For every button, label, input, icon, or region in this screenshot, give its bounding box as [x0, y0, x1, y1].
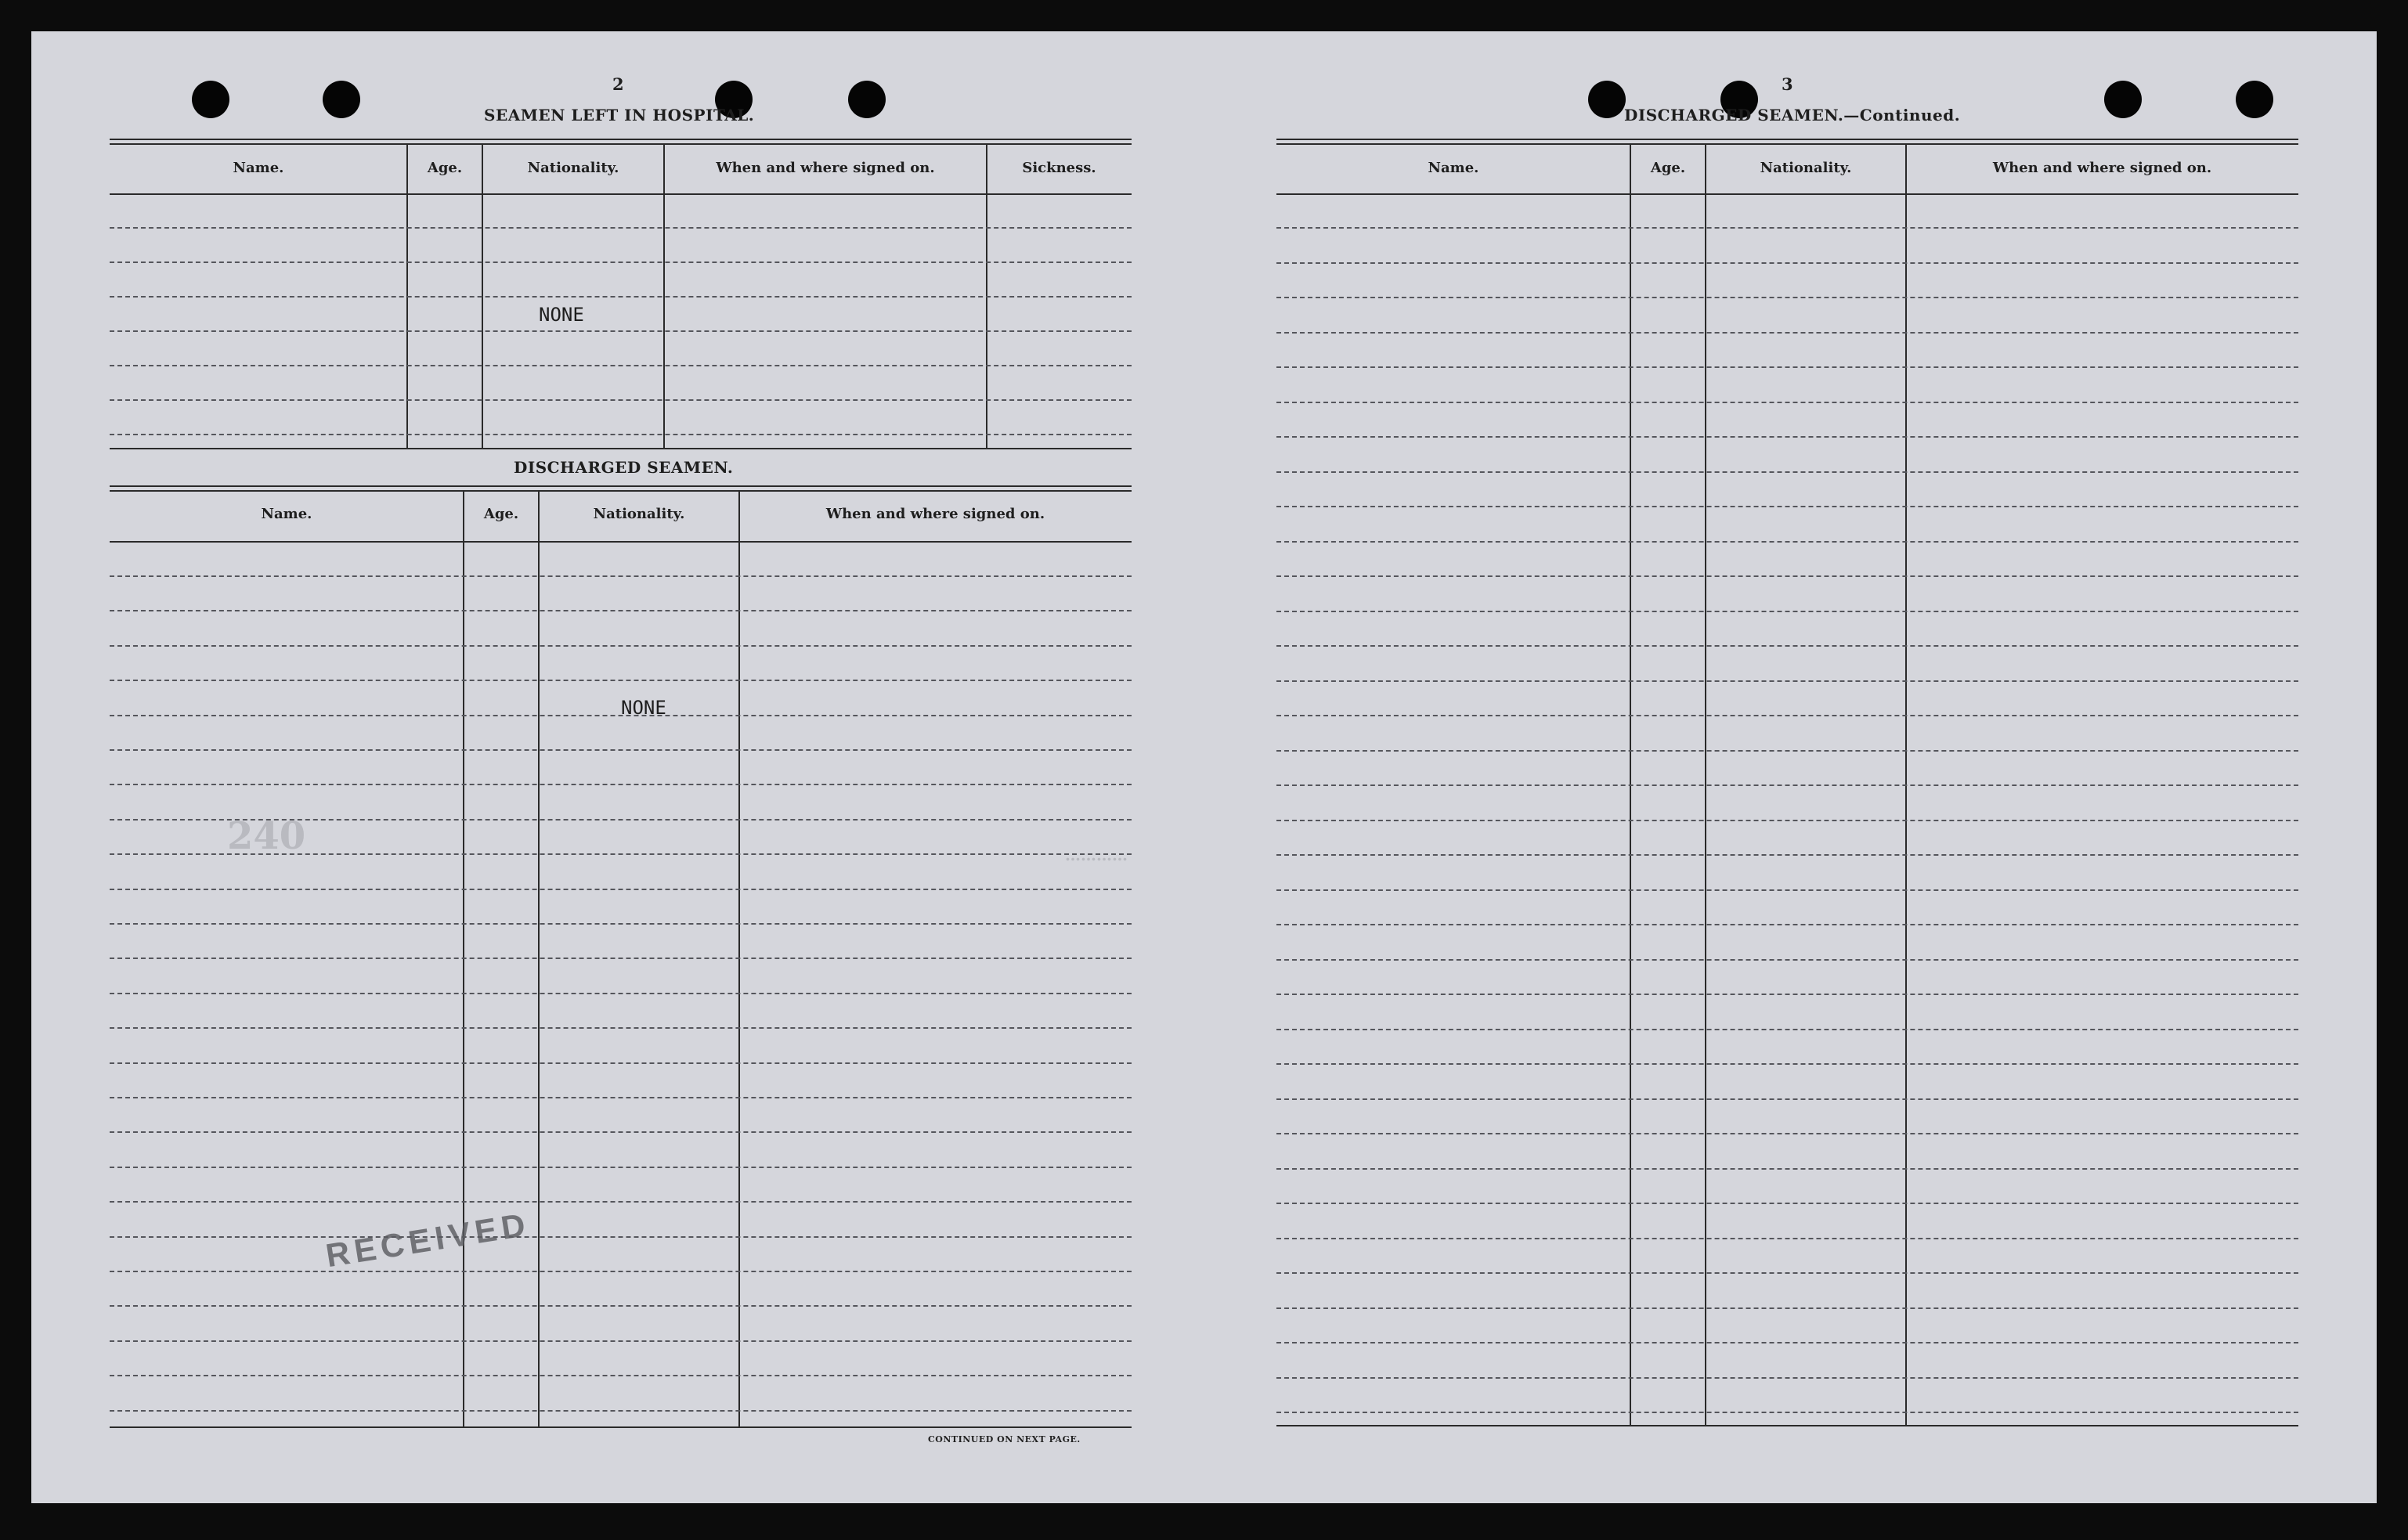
- table-row-line: [110, 923, 1132, 925]
- table-row-line: [1276, 1098, 2298, 1100]
- table-row-line: [1276, 1342, 2298, 1343]
- table-row-line: [110, 993, 1132, 994]
- table-row-line: [1276, 1168, 2298, 1170]
- table-row-line: [110, 853, 1132, 855]
- table-row-line: [1276, 297, 2298, 298]
- table-row-line: [1276, 332, 2298, 334]
- table-row-line: [1276, 366, 2298, 368]
- table-row-line: [1276, 854, 2298, 856]
- page-number-left: 2: [612, 74, 624, 94]
- table-row-line: [110, 365, 1132, 366]
- table-row-line: [1276, 1307, 2298, 1309]
- punch-hole: [848, 81, 886, 118]
- hospital-col-nationality: Nationality.: [527, 160, 619, 176]
- table-row-line: [110, 330, 1132, 332]
- table-row-line: [1276, 575, 2298, 577]
- hospital-col-signed-on: When and where signed on.: [716, 160, 935, 176]
- right-table-top-rule: [1276, 139, 2298, 140]
- table-row-line: [110, 399, 1132, 401]
- table-row-line: [1276, 1133, 2298, 1134]
- right-col-age: Age.: [1650, 160, 1686, 176]
- hospital-section-title: SEAMEN LEFT IN HOSPITAL.: [484, 106, 755, 124]
- discharged-col-signed-on: When and where signed on.: [825, 506, 1045, 522]
- hospital-col-name: Name.: [233, 160, 284, 176]
- right-col-name: Name.: [1428, 160, 1479, 176]
- table-row-line: [1276, 402, 2298, 403]
- table-row-line: [110, 1027, 1132, 1029]
- table-row-line: [110, 1131, 1132, 1133]
- table-row-line: [110, 1062, 1132, 1064]
- table-row-line: [1276, 645, 2298, 647]
- table-row-line: [110, 1375, 1132, 1376]
- table-row-line: [1276, 1412, 2298, 1413]
- punch-hole: [192, 81, 229, 118]
- hospital-table-top-rule: [110, 139, 1132, 140]
- table-row-line: [110, 227, 1132, 229]
- table-row-line: [110, 434, 1132, 435]
- table-row-line: [110, 680, 1132, 681]
- received-stamp-word: RECEIVED: [323, 1205, 533, 1275]
- table-row-line: [110, 819, 1132, 820]
- right-table-top-rule: [1276, 143, 2298, 145]
- table-row-line: [1276, 889, 2298, 891]
- table-row-line: [1276, 471, 2298, 473]
- table-row-line: [110, 1097, 1132, 1098]
- table-row-line: [1276, 1238, 2298, 1239]
- continued-footer: CONTINUED ON NEXT PAGE.: [928, 1434, 1081, 1444]
- table-row-line: [110, 1201, 1132, 1203]
- received-stamp: [323, 1206, 533, 1275]
- table-row-line: [110, 1167, 1132, 1168]
- table-row-line: [1276, 924, 2298, 925]
- table-row-line: [1276, 784, 2298, 786]
- discharged-table-top-rule: [110, 490, 1132, 492]
- punch-hole: [323, 81, 360, 118]
- hospital-table-bottom-rule: [110, 448, 1132, 449]
- punch-hole: [1588, 81, 1626, 118]
- discharged-entry-none: NONE: [621, 697, 666, 719]
- bleed-through-mark: 240: [227, 814, 306, 858]
- table-row-line: [110, 296, 1132, 298]
- table-row-line: [1276, 611, 2298, 612]
- table-row-line: [110, 958, 1132, 959]
- table-row-line: [110, 575, 1132, 577]
- table-row-line: [1276, 436, 2298, 438]
- table-row-line: [1276, 680, 2298, 682]
- hospital-col-sickness: Sickness.: [1022, 160, 1096, 176]
- table-row-line: [110, 645, 1132, 647]
- discharged-table-top-rule: [110, 485, 1132, 487]
- right-page-bottom-rule: [1276, 1425, 2298, 1426]
- discharged-col-name: Name.: [261, 506, 312, 522]
- hospital-table-top-rule: [110, 143, 1132, 145]
- table-row-line: [1276, 262, 2298, 264]
- right-col-signed-on: When and where signed on.: [1992, 160, 2212, 176]
- table-row-line: [1276, 506, 2298, 507]
- table-row-line: [110, 1236, 1132, 1238]
- table-row-line: [1276, 994, 2298, 995]
- table-row-line: [110, 749, 1132, 751]
- table-row-line: [110, 784, 1132, 785]
- table-row-line: [1276, 1063, 2298, 1065]
- table-row-line: [1276, 1377, 2298, 1379]
- table-row-line: [1276, 1272, 2298, 1274]
- hospital-entry-none: NONE: [539, 304, 584, 326]
- table-row-line: [1276, 750, 2298, 752]
- table-row-line: [110, 1340, 1132, 1342]
- table-row-line: [1276, 541, 2298, 543]
- document-page: [31, 31, 2377, 1503]
- table-row-line: [110, 1305, 1132, 1307]
- table-row-line: [110, 610, 1132, 611]
- bleed-through-mark: …………: [1065, 846, 1128, 864]
- left-page-bottom-rule: [110, 1426, 1132, 1428]
- table-row-line: [110, 1410, 1132, 1412]
- page-number-right: 3: [1782, 74, 1793, 94]
- table-row-line: [1276, 820, 2298, 821]
- discharged-section-title: DISCHARGED SEAMEN.: [514, 458, 734, 477]
- discharged-col-nationality: Nationality.: [593, 506, 685, 522]
- discharged-header-rule: [110, 541, 1132, 543]
- right-col-nationality: Nationality.: [1760, 160, 1852, 176]
- table-row-line: [110, 1271, 1132, 1272]
- punch-hole: [2104, 81, 2142, 118]
- right-header-rule: [1276, 193, 2298, 195]
- discharged-col-age: Age.: [483, 506, 519, 522]
- table-row-line: [1276, 715, 2298, 716]
- table-row-line: [110, 261, 1132, 263]
- discharged-continued-title: DISCHARGED SEAMEN.—Continued.: [1624, 106, 1961, 124]
- table-row-line: [110, 889, 1132, 890]
- table-row-line: [1276, 227, 2298, 229]
- table-row-line: [1276, 1029, 2298, 1030]
- table-row-line: [1276, 1203, 2298, 1204]
- hospital-header-rule: [110, 193, 1132, 195]
- table-row-line: [1276, 959, 2298, 961]
- punch-hole: [2236, 81, 2273, 118]
- hospital-col-age: Age.: [427, 160, 463, 176]
